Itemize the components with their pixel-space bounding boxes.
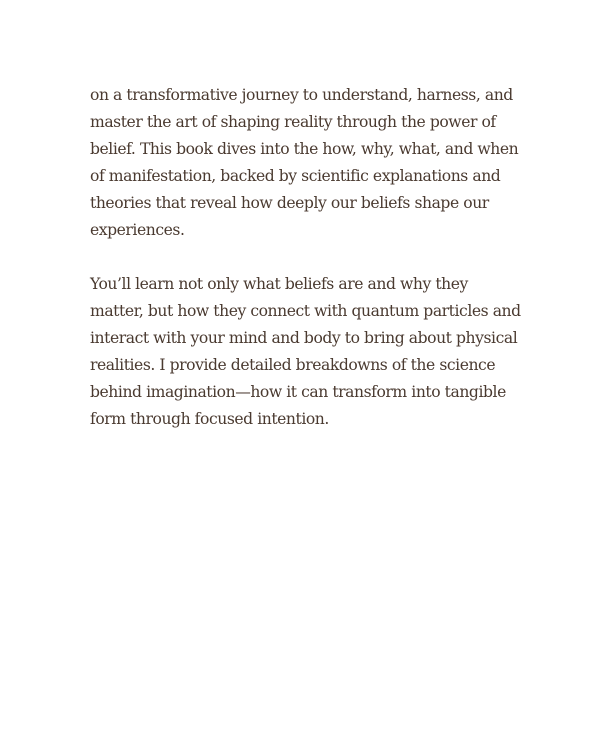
text-line: interact with your mind and body to bring about physical	[90, 329, 518, 347]
text-line: on a transformative journey to understand, harness, and	[90, 86, 513, 104]
text-line: belief. This book dives into the how, why, what, and when	[90, 140, 519, 158]
text-line: matter, but how they connect with quantum particles and	[90, 302, 521, 320]
body-text	[90, 82, 530, 433]
text-line: You’ll learn not only what beliefs are and why they	[90, 275, 468, 293]
text-line: behind imagination—how it can transform into tangible	[90, 383, 506, 401]
text-line: of manifestation, backed by scientific explanations and	[90, 167, 501, 185]
paragraph-1	[90, 82, 530, 244]
paragraph-spacer	[90, 244, 530, 271]
text-line: master the art of shaping reality through the power of	[90, 113, 496, 131]
text-line: experiences.	[90, 221, 185, 239]
paragraph-2	[90, 271, 530, 433]
text-line: theories that reveal how deeply our beliefs shape our	[90, 194, 489, 212]
text-line: realities. I provide detailed breakdowns of the science	[90, 356, 496, 374]
text-line: form through focused intention.	[90, 410, 329, 428]
